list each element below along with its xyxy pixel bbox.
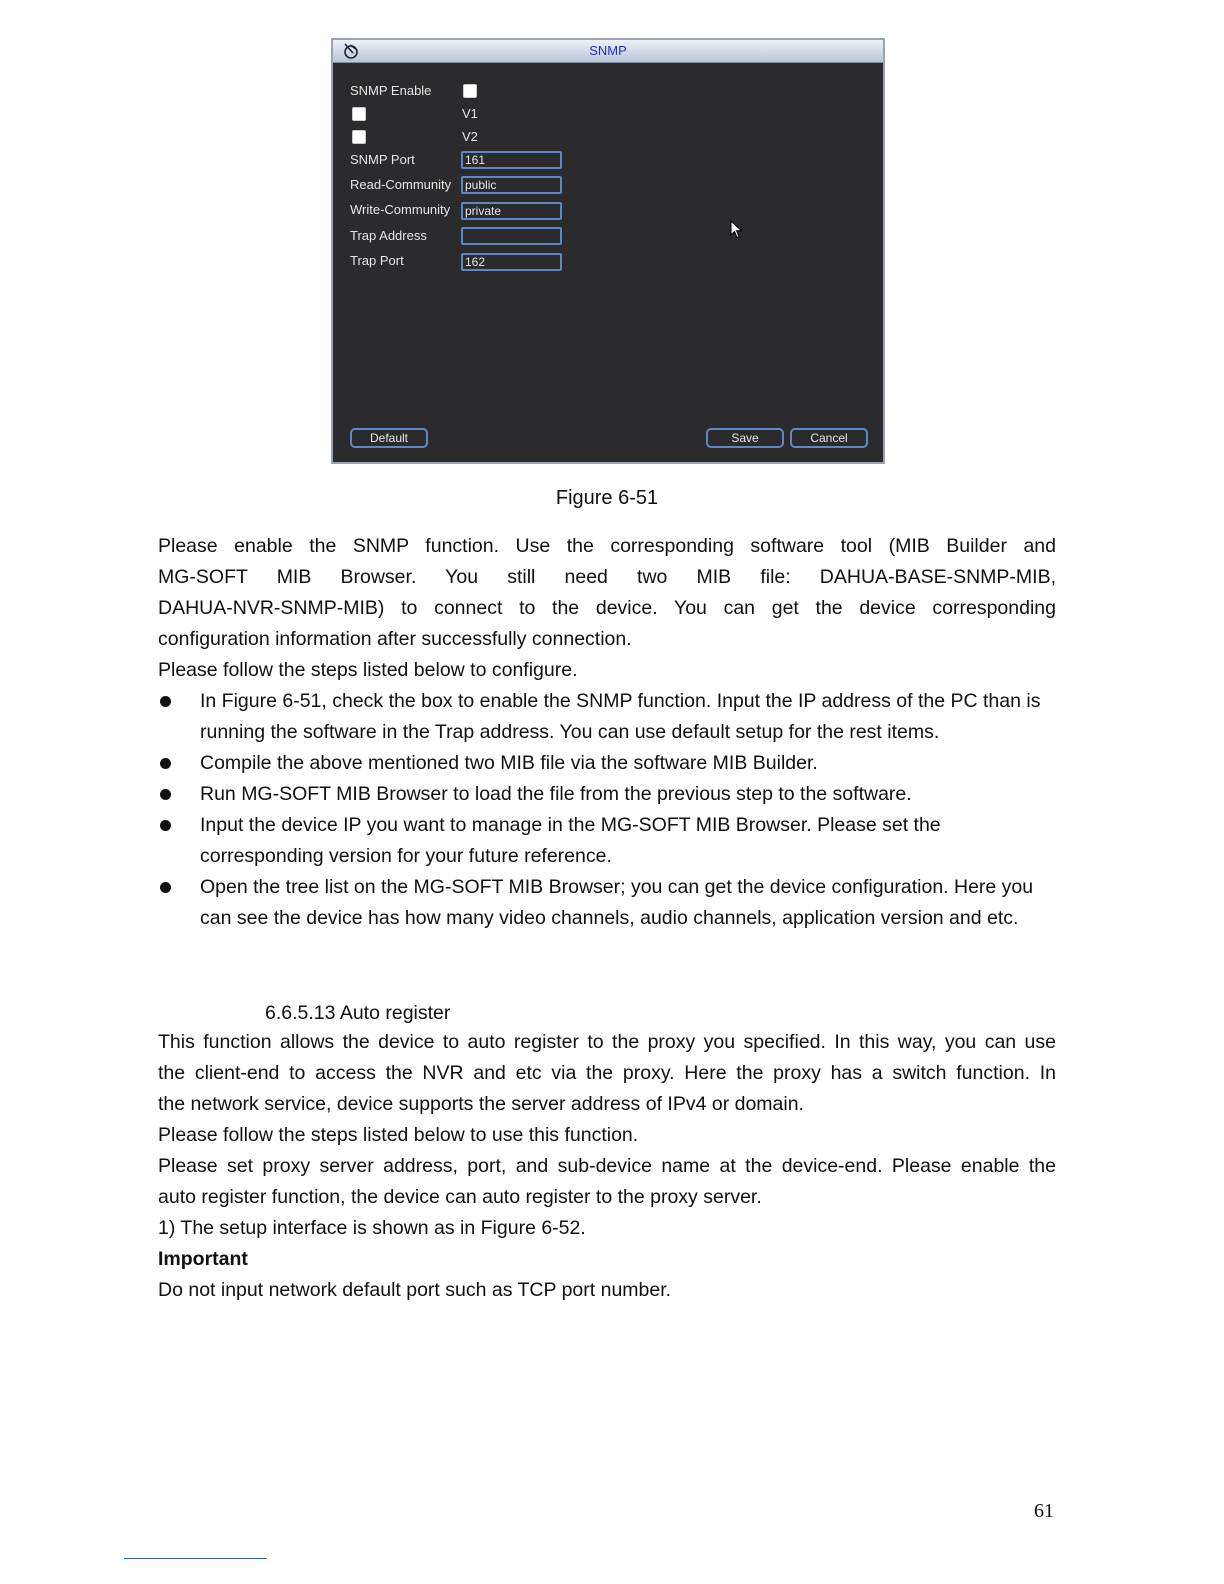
default-button[interactable]: Default — [350, 428, 428, 448]
list-item-text: Compile the above mentioned two MIB file via the software MIB Builder. — [200, 752, 818, 774]
trap-address-input[interactable] — [461, 227, 562, 245]
write-community-input[interactable]: private — [461, 202, 562, 220]
snmp-enable-checkbox[interactable] — [463, 84, 477, 98]
read-community-input[interactable]: public — [461, 176, 562, 194]
dialog-titlebar — [333, 40, 883, 63]
trap-port-label: Trap Port — [350, 253, 404, 268]
snmp-dialog-screenshot — [331, 38, 885, 464]
write-community-label: Write-Community — [350, 202, 451, 217]
cancel-button[interactable]: Cancel — [790, 428, 868, 448]
save-button[interactable]: Save — [706, 428, 784, 448]
mouse-cursor-icon — [730, 220, 744, 240]
section-line-1: This function allows the device to auto register to the proxy you specified. In this way, you can use — [158, 1031, 1056, 1053]
section-heading: 6.6.5.13 Auto register — [265, 1002, 451, 1024]
list-item — [158, 748, 1056, 779]
list-item-text: Run MG-SOFT MIB Browser to load the file from the previous step to the software. — [200, 783, 912, 805]
trap-address-label: Trap Address — [350, 228, 427, 243]
trap-port-input[interactable]: 162 — [461, 253, 562, 271]
list-item — [158, 810, 1056, 872]
v2-label: V2 — [462, 129, 478, 144]
section-line-5: Please set proxy server address, port, and sub-device name at the device-end. Please enable the — [158, 1155, 1056, 1177]
list-item — [158, 686, 1056, 748]
important-label: Important — [158, 1248, 248, 1270]
intro-line-2: MG-SOFT MIB Browser. You still need two MIB file: DAHUA-BASE-SNMP-MIB, — [158, 566, 1056, 588]
important-text: Do not input network default port such as TCP port number. — [158, 1279, 672, 1301]
snmp-enable-label: SNMP Enable — [350, 83, 432, 98]
section-line-4: Please follow the steps listed below to use this function. — [158, 1124, 639, 1146]
snmp-port-input[interactable]: 161 — [461, 151, 562, 169]
bullet-icon — [160, 820, 171, 831]
figure-caption: Figure 6-51 — [555, 487, 659, 509]
bullet-icon — [160, 789, 171, 800]
list-item-text: Open the tree list on the MG-SOFT MIB Browser; you can get the device configuration. Here you can see the device has how many video channels, audio channels, application version and etc. — [200, 876, 1034, 929]
bullet-icon — [160, 758, 171, 769]
section-line-3: the network service, device supports the server address of IPv4 or domain. — [158, 1093, 804, 1115]
v1-label: V1 — [462, 106, 478, 121]
v1-checkbox[interactable] — [352, 107, 366, 121]
list-item-text: In Figure 6-51, check the box to enable the SNMP function. Input the IP address of the PC than is running the software in the Trap address. You can use default setup for the rest items. — [200, 690, 1041, 743]
list-item — [158, 779, 1056, 810]
bullet-icon — [160, 696, 171, 707]
intro-line-5: Please follow the steps listed below to configure. — [158, 659, 578, 681]
read-community-label: Read-Community — [350, 177, 452, 192]
page-number: 61 — [1034, 1500, 1054, 1522]
snmp-port-label: SNMP Port — [350, 152, 415, 167]
intro-line-3: DAHUA-NVR-SNMP-MIB) to connect to the device. You can get the device corresponding — [158, 597, 1056, 619]
v2-checkbox[interactable] — [352, 130, 366, 144]
section-line-2: the client-end to access the NVR and etc via the proxy. Here the proxy has a switch function. In — [158, 1062, 1056, 1084]
dialog-title: SNMP — [589, 43, 627, 58]
intro-line-4: configuration information after successfully connection. — [158, 628, 632, 650]
footnote-rule — [124, 1558, 267, 1559]
intro-line-1: Please enable the SNMP function. Use the corresponding software tool (MIB Builder and — [158, 535, 1056, 557]
bullet-icon — [160, 882, 171, 893]
section-line-6: auto register function, the device can auto register to the proxy server. — [158, 1186, 762, 1208]
list-item-text: Input the device IP you want to manage in the MG-SOFT MIB Browser. Please set the corresponding version for your future reference. — [200, 814, 941, 867]
list-item — [158, 872, 1056, 934]
section-line-7: 1) The setup interface is shown as in Figure 6-52. — [158, 1217, 586, 1239]
